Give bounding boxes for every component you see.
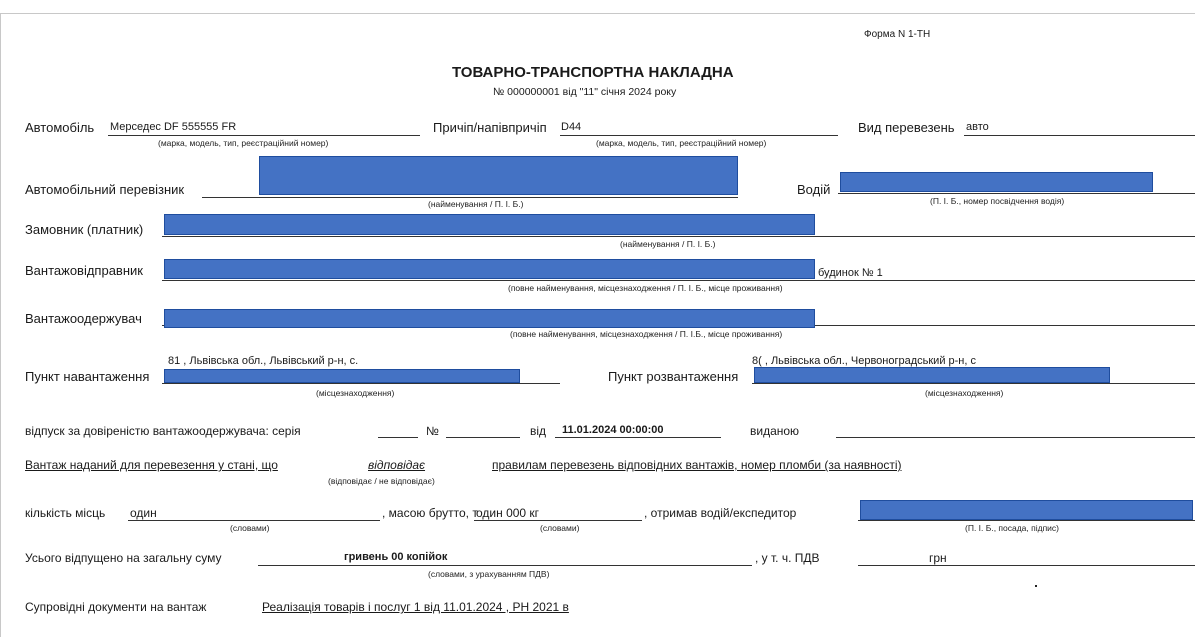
redacted-driver-expeditor: [860, 500, 1193, 520]
redacted-unloading: [754, 367, 1110, 383]
redaction-white: [262, 549, 340, 563]
redacted-consignee: [164, 309, 815, 328]
issued-label: виданою: [750, 424, 800, 438]
received-label: , отримав водій/експедитор: [644, 506, 797, 520]
consignee-label: Вантажоодержувач: [25, 311, 142, 326]
car-value: Мерседес DF 555555 FR: [110, 121, 237, 133]
total-hint: (словами, з урахуванням ПДВ): [428, 569, 550, 579]
document-title: ТОВАРНО-ТРАНСПОРТНА НАКЛАДНА: [452, 64, 734, 81]
redacted-shipper: [164, 259, 815, 279]
unloading-label: Пункт розвантаження: [608, 369, 739, 384]
unloading-hint: (місцезнаходження): [925, 388, 1004, 398]
unloading-value: 8( , Львівська обл., Червоноградський р-н, с: [752, 355, 976, 367]
redaction-white: [386, 354, 494, 369]
redacted-loading: [164, 369, 520, 383]
shipper-label: Вантажовідправник: [25, 263, 143, 278]
customer-hint: (найменування / П. І. Б.): [620, 239, 716, 249]
transport-type-label: Вид перевезень: [858, 120, 955, 135]
weight-value: один 000 кг: [476, 506, 540, 520]
date-label: від: [530, 424, 547, 438]
docs-label: Супровідні документи на вантаж: [25, 600, 207, 614]
redaction-white: [862, 549, 922, 563]
redacted-customer: [164, 214, 815, 235]
carrier-label: Автомобільний перевізник: [25, 182, 185, 197]
document-subtitle: № 000000001 від "11" січня 2024 року: [493, 86, 677, 98]
customer-label: Замовник (платник): [25, 222, 144, 237]
vat-currency: грн: [929, 551, 947, 565]
consignee-hint: (повне найменування, місцезнаходження / П. І.Б., місце проживання): [510, 329, 783, 339]
total-value: гривень 00 копійок: [344, 551, 448, 563]
trailer-label: Причіп/напівпричіп: [433, 120, 547, 135]
cargo-label: Вантаж наданий для перевезення у стані, що: [25, 458, 278, 472]
places-hint: (словами): [230, 523, 270, 533]
loading-label: Пункт навантаження: [25, 369, 150, 384]
shipper-hint: (повне найменування, місцезнаходження / П. І. Б., місце проживання): [508, 283, 783, 293]
date-value: 11.01.2024 00:00:00: [562, 424, 664, 436]
redacted-carrier: [259, 156, 738, 195]
weight-hint: (словами): [540, 523, 580, 533]
release-label: відпуск за довіреністю вантажоодержувача: серія: [25, 424, 301, 438]
loading-value: 81 , Львівська обл., Львівський р-н, с.: [168, 355, 359, 367]
form-number: Форма N 1-ТН: [864, 29, 931, 40]
received-hint: (П. І. Б., посада, підпис): [965, 523, 1060, 533]
weight-label: , масою брутто, т: [382, 506, 478, 520]
car-label: Автомобіль: [25, 120, 95, 135]
trailer-hint: (марка, модель, тип, реєстраційний номер): [596, 138, 767, 148]
transport-type-value: авто: [966, 121, 989, 133]
total-label: Усього відпущено на загальну суму: [25, 551, 222, 565]
docs-value: Реалізація товарів і послуг 1 від 11.01.2024 , РН 2021 в: [262, 600, 569, 614]
trailer-value: D44: [561, 121, 582, 133]
cargo-rules: правилам перевезень відповідних вантажів, номер пломби (за наявності): [492, 458, 902, 472]
places-value: один: [130, 506, 157, 520]
shipper-suffix: будинок № 1: [818, 267, 883, 279]
cargo-state: відповідає: [368, 458, 426, 472]
loading-hint: (місцезнаходження): [316, 388, 395, 398]
driver-hint: (П. І. Б., номер посвідчення водія): [930, 196, 1065, 206]
dot-mark: [1035, 585, 1037, 587]
carrier-hint: (найменування / П. І. Б.): [428, 199, 524, 209]
places-label: кількість місць: [25, 506, 106, 520]
car-hint: (марка, модель, тип, реєстраційний номер): [158, 138, 329, 148]
redacted-driver: [840, 172, 1153, 192]
cargo-hint: (відповідає / не відповідає): [328, 476, 435, 486]
vat-label: , у т. ч. ПДВ: [755, 551, 820, 565]
number-label: №: [426, 424, 439, 438]
driver-label: Водій: [797, 182, 831, 197]
